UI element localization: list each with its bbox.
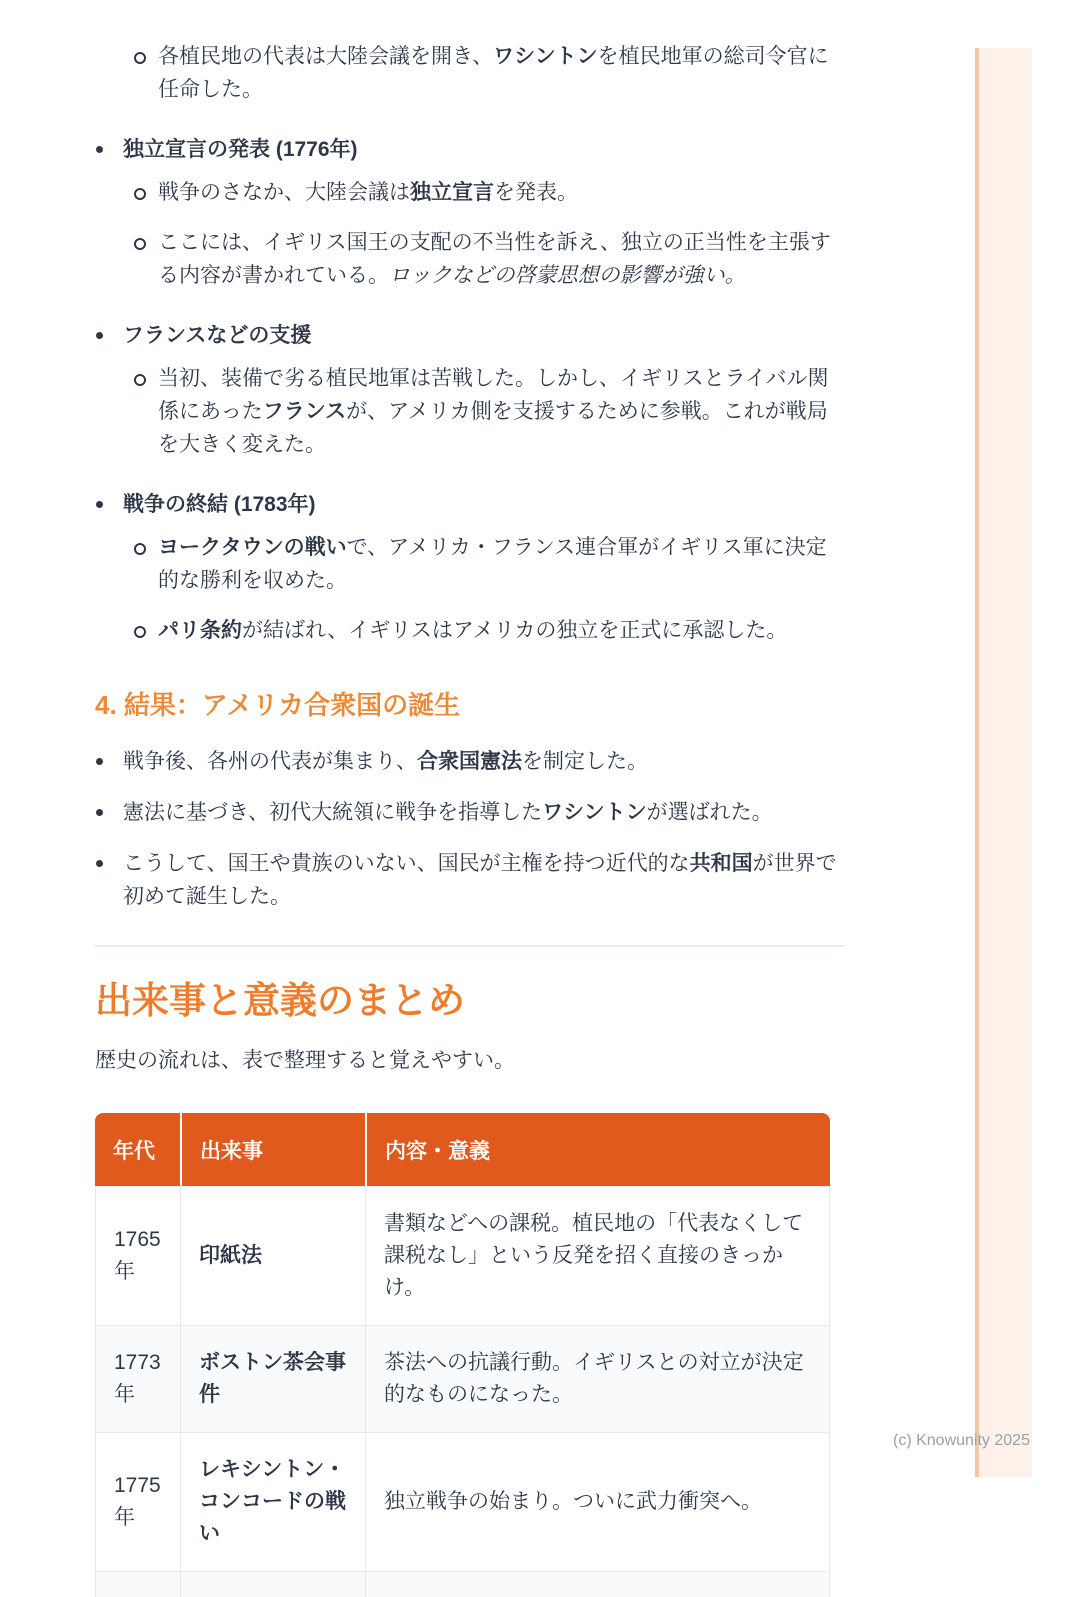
list-item (95, 847, 845, 913)
table-row (95, 1186, 830, 1325)
meaning-cell: 独立戦争の始まり。ついに武力衝突へ。 (365, 1432, 830, 1571)
summary-heading: 出来事と意義のまとめ (95, 980, 465, 1021)
table-row-clipped (95, 1571, 830, 1597)
list-item-text: パリ条約が結ばれ、イギリスはアメリカの独立を正式に承認した。 (158, 619, 788, 642)
list-item-title: フランスなどの支援 (123, 324, 312, 347)
circle-bullet-icon (134, 188, 146, 200)
circle-bullet-icon (134, 543, 146, 555)
section-heading-result: 4. 結果：アメリカ合衆国の誕生 (95, 690, 461, 720)
meaning-cell: 茶法への抗議行動。イギリスとの対立が決定的なものになった。 (365, 1325, 830, 1432)
document-content (95, 0, 845, 1597)
copyright-text: (c) Knowunity 2025 (893, 1432, 1030, 1449)
circle-bullet-icon (134, 52, 146, 64)
list-item-text: ここには、イギリス国王の支配の不当性を訴え、独立の正当性を主張する内容が書かれている。ロックなどの啓蒙思想の影響が強い。 (158, 231, 831, 287)
table-header-row (95, 1113, 830, 1186)
list-item-text: 憲法に基づき、初代大統領に戦争を指導したワシントンが選ばれた。 (123, 801, 773, 824)
disc-bullet-icon (96, 146, 103, 153)
disc-bullet-icon (96, 758, 103, 765)
column-header-meaning: 内容・意義 (365, 1113, 830, 1186)
column-header-event: 出来事 (180, 1113, 365, 1186)
disc-bullet-icon (96, 332, 103, 339)
list-item (95, 133, 845, 292)
list-item-text: 戦争のさなか、大陸会議は独立宣言を発表。 (158, 181, 578, 204)
circle-bullet-icon (134, 626, 146, 638)
list-item-text: こうして、国王や貴族のいない、国民が主権を持つ近代的な共和国が世界で初めて誕生した。 (123, 852, 837, 908)
table-row (95, 1432, 830, 1571)
list-item-title: 独立宣言の発表 (1776年) (123, 138, 358, 161)
list-item (95, 40, 845, 106)
list-item (95, 745, 845, 778)
list-item-text: 戦争後、各州の代表が集まり、合衆国憲法を制定した。 (123, 750, 648, 773)
list-item-text: 各植民地の代表は大陸会議を開き、ワシントンを植民地軍の総司令官に任命した。 (158, 45, 829, 101)
year-cell: 1765年 (95, 1186, 180, 1325)
list-item-text: 当初、装備で劣る植民地軍は苦戦した。しかし、イギリスとライバル関係にあったフランスが、アメリカ側を支援するために参戦。これが戦局を大きく変えた。 (158, 367, 829, 456)
list-item (95, 614, 845, 647)
event-cell: レキシントン・コンコードの戦い (180, 1432, 365, 1571)
list-item (95, 488, 845, 647)
year-cell (95, 1571, 180, 1597)
event-cell (180, 1571, 365, 1597)
table-row (95, 1325, 830, 1432)
list-item-text: ヨークタウンの戦いで、アメリカ・フランス連合軍がイギリス軍に決定的な勝利を収めた。 (158, 536, 827, 592)
meaning-cell (365, 1571, 830, 1597)
circle-bullet-icon (134, 238, 146, 250)
disc-bullet-icon (96, 809, 103, 816)
list-item (95, 362, 845, 461)
meaning-cell: 書類などへの課税。植民地の「代表なくして課税なし」という反発を招く直接のきっかけ。 (365, 1186, 830, 1325)
year-cell: 1773年 (95, 1325, 180, 1432)
circle-bullet-icon (134, 374, 146, 386)
events-summary-table (95, 1113, 830, 1597)
result-list (95, 745, 845, 913)
disc-bullet-icon (96, 501, 103, 508)
list-item (95, 531, 845, 597)
event-cell: 印紙法 (180, 1186, 365, 1325)
event-cell: ボストン茶会事件 (180, 1325, 365, 1432)
section-divider (95, 945, 845, 947)
list-item-title: 戦争の終結 (1783年) (123, 493, 316, 516)
disc-bullet-icon (96, 860, 103, 867)
year-cell: 1775年 (95, 1432, 180, 1571)
list-item (95, 796, 845, 829)
list-item (95, 319, 845, 461)
list-item (95, 176, 845, 209)
summary-intro-text: 歴史の流れは、表で整理すると覚えやすい。 (95, 1049, 515, 1072)
list-item (95, 226, 845, 292)
page-margin-band (975, 48, 1032, 1477)
column-header-year: 年代 (95, 1113, 180, 1186)
